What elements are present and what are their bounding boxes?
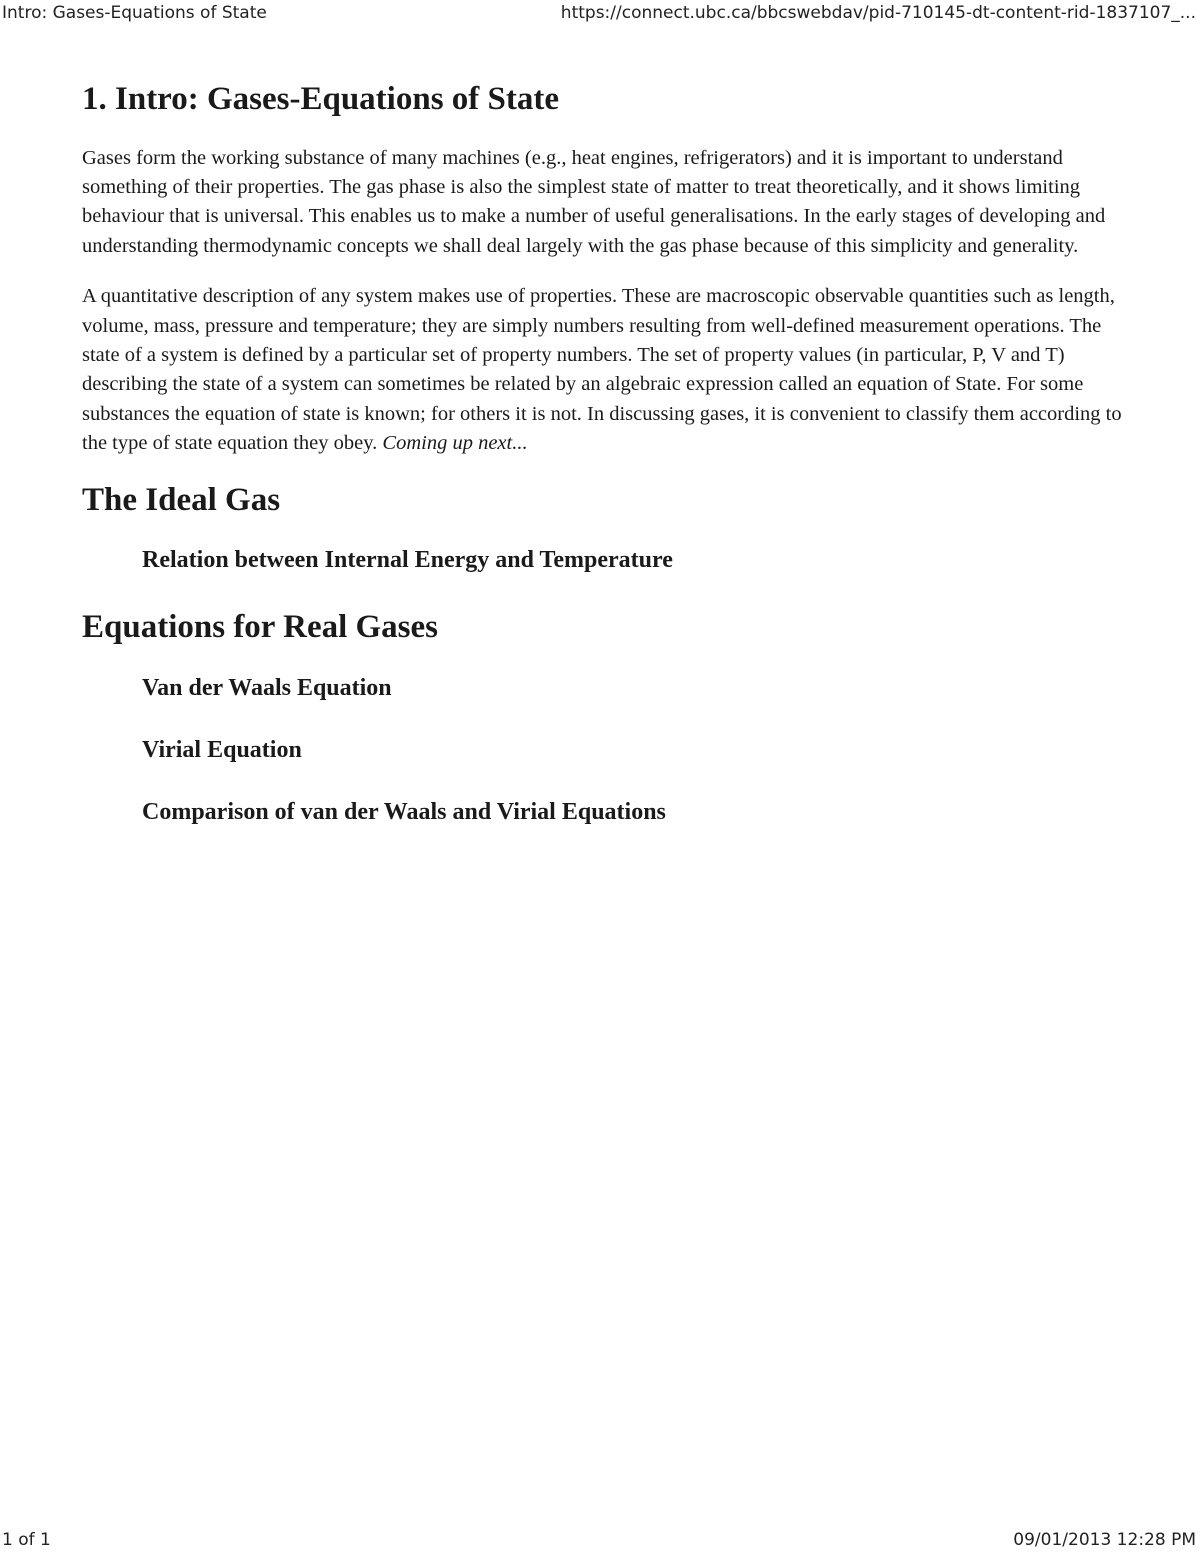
footer-page-count: 1 of 1	[2, 1530, 51, 1550]
subsection-internal-energy[interactable]	[142, 546, 1122, 574]
subsection-virial[interactable]	[142, 736, 1122, 764]
properties-paragraph	[82, 282, 1122, 458]
coming-up-next: Coming up next...	[382, 432, 528, 455]
footer-datetime: 09/01/2013 12:28 PM	[1013, 1530, 1196, 1550]
link-virial-equation[interactable]: Virial Equation	[142, 736, 302, 763]
subsection-van-der-waals[interactable]	[142, 674, 1122, 702]
link-comparison-equations[interactable]: Comparison of van der Waals and Virial Equations	[142, 798, 666, 825]
header-page-title: Intro: Gases-Equations of State	[2, 3, 267, 23]
section-heading-ideal-gas: The Ideal Gas	[82, 481, 281, 518]
header-url: https://connect.ubc.ca/bbcswebdav/pid-710145-dt-content-rid-1837107_...	[560, 3, 1196, 23]
section-heading-real-gases: Equations for Real Gases	[82, 609, 439, 646]
link-van-der-waals-equation[interactable]: Van der Waals Equation	[142, 674, 392, 701]
intro-paragraph-text: Gases form the working substance of many machines (e.g., heat engines, refrigerators) and it is important to understand something of their properties. The gas phase is also the simplest state of matter to treat theoretically, and it shows limiting behaviour that is universal. This enables us to make a number of useful generalisations. In the early stages of developing and understanding thermodynamic concepts we shall deal largely with the gas phase because of this simplicity and generality.	[82, 146, 1106, 257]
properties-paragraph-text: A quantitative description of any system makes use of properties. These are macroscopic observable quantities such as length, volume, mass, pressure and temperature; they are simply numbers resulting from well-defined measurement operations. The state of a system is defined by a particular set of property numbers. The set of property values (in particular, P, V and T) describing the state of a system can sometimes be related by an algebraic expression called an equation of State. For some substances the equation of state is known; for others it is not. In discussing gases, it is convenient to classify them according to the type of state equation they obey.	[82, 285, 1122, 455]
intro-paragraph	[82, 144, 1122, 262]
page-title: 1. Intro: Gases-Equations of State	[82, 81, 560, 117]
document-body	[82, 80, 1122, 860]
subsection-comparison[interactable]	[142, 798, 1122, 826]
link-internal-energy-temperature[interactable]: Relation between Internal Energy and Temperature	[142, 547, 673, 574]
